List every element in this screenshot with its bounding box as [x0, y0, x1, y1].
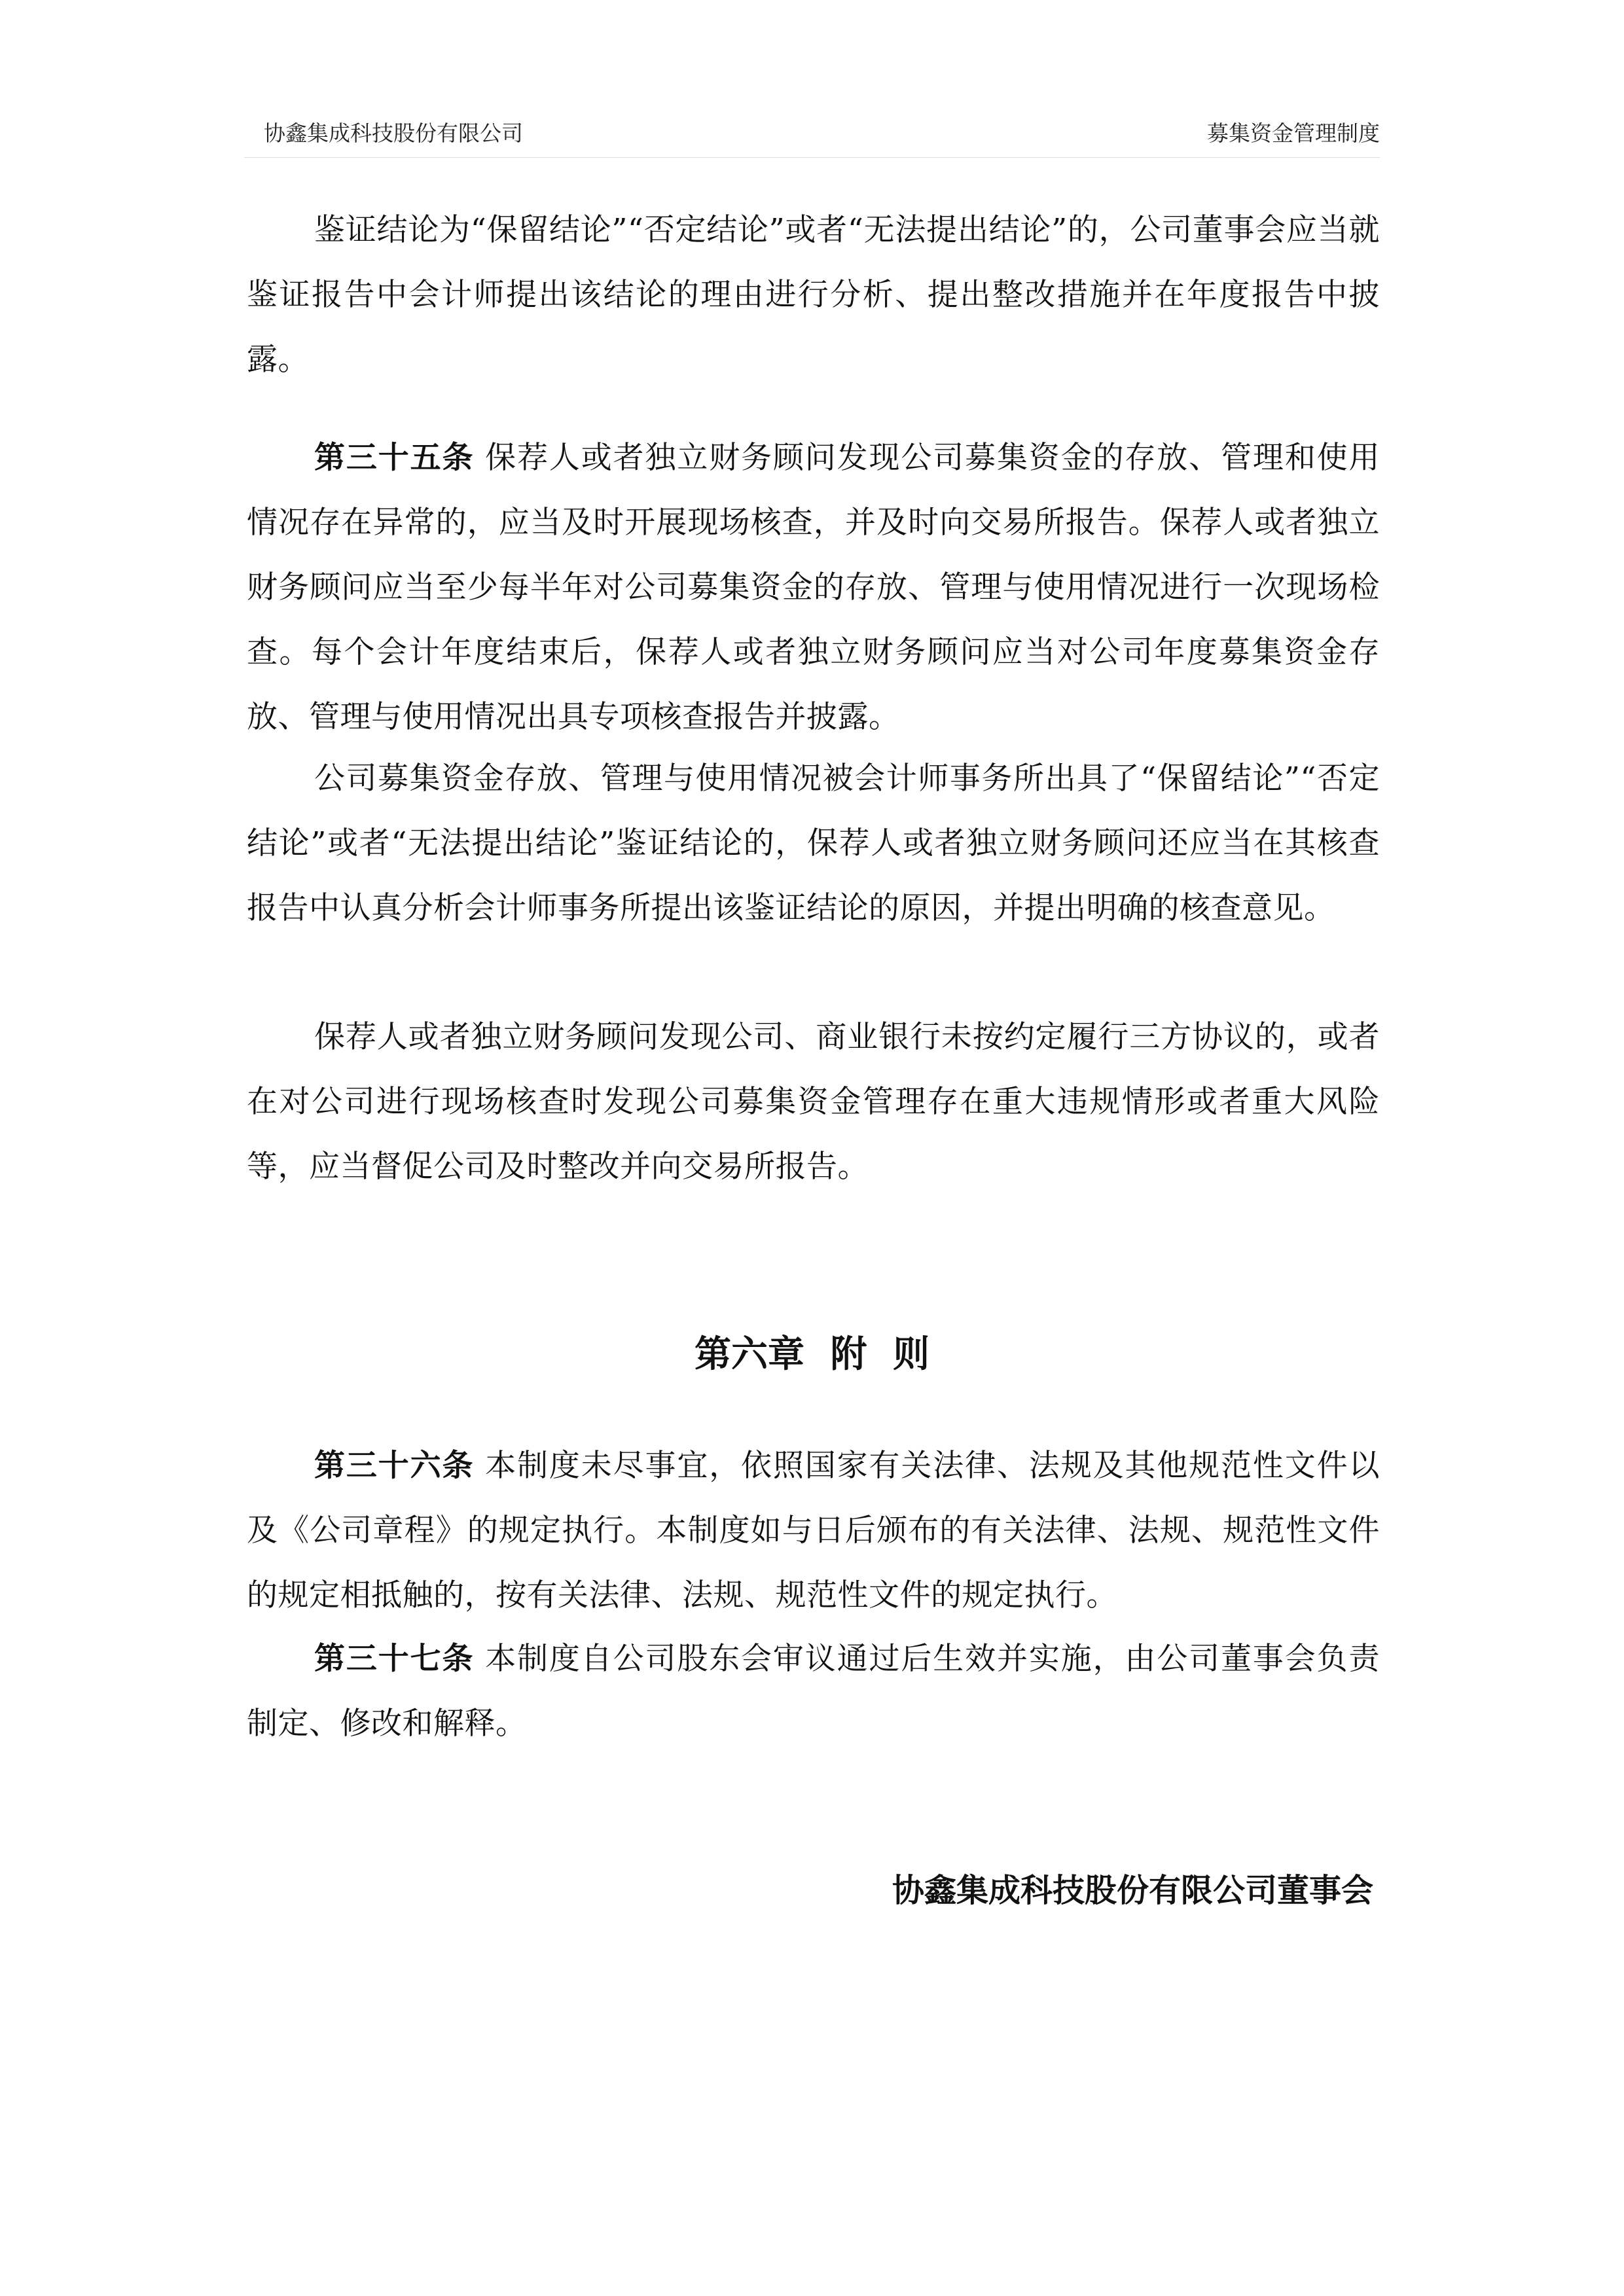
article-text: 本制度自公司股东会审议通过后生效并实施，由公司董事会负责制定、修改和解释。 [247, 1641, 1380, 1742]
article-text: 保荐人或者独立财务顾问发现公司募集资金的存放、管理和使用情况存在异常的，应当及时开展现场核查，并及时向交易所报告。保荐人或者独立财务顾问应当至少每半年对公司募集资金的存放、管理与使用情况进行一次现场检查。每个会计年度结束后，保荐人或者独立财务顾问应当对公司年度募集资金存放、管理与使用情况出具专项核查报告并披露。 [247, 440, 1380, 735]
article-number: 第三十七条 [314, 1641, 475, 1677]
board-signature: 协鑫集成科技股份有限公司董事会 [892, 1872, 1373, 1909]
paragraph-text: 鉴证结论为“保留结论”“否定结论”或者“无法提出结论”的，公司董事会应当就鉴证报告中会计师提出该结论的理由进行分析、提出整改措施并在年度报告中披露。 [247, 212, 1380, 378]
paragraph-text: 公司募集资金存放、管理与使用情况被会计师事务所出具了“保留结论”“否定结论”或者“无法提出结论”鉴证结论的，保荐人或者独立财务顾问还应当在其核查报告中认真分析会计师事务所提出该鉴证结论的原因，并提出明确的核查意见。 [247, 761, 1380, 926]
header-divider [244, 157, 1380, 158]
article-text: 本制度未尽事宜，依照国家有关法律、法规及其他规范性文件以及《公司章程》的规定执行。本制度如与日后颁布的有关法律、法规、规范性文件的规定相抵触的，按有关法律、法规、规范性文件的规定执行。 [247, 1448, 1380, 1613]
article-36 [247, 1433, 1380, 1628]
paragraph-sponsor-analysis [247, 746, 1380, 941]
article-number: 第三十五条 [314, 440, 475, 476]
header-document-title: 募集资金管理制度 [1207, 120, 1380, 146]
header-company-name: 协鑫集成科技股份有限公司 [264, 120, 523, 146]
article-number: 第三十六条 [314, 1448, 475, 1484]
chapter-title: 第六章 附 则 [695, 1333, 929, 1376]
article-37 [247, 1626, 1380, 1756]
paragraph-text: 保荐人或者独立财务顾问发现公司、商业银行未按约定履行三方协议的，或者在对公司进行现场核查时发现公司募集资金管理存在重大违规情形或者重大风险等，应当督促公司及时整改并向交易所报告。 [247, 1019, 1380, 1185]
paragraph-sponsor-report [247, 1005, 1380, 1199]
article-35 [247, 425, 1380, 749]
paragraph-verification-conclusion [247, 198, 1380, 392]
